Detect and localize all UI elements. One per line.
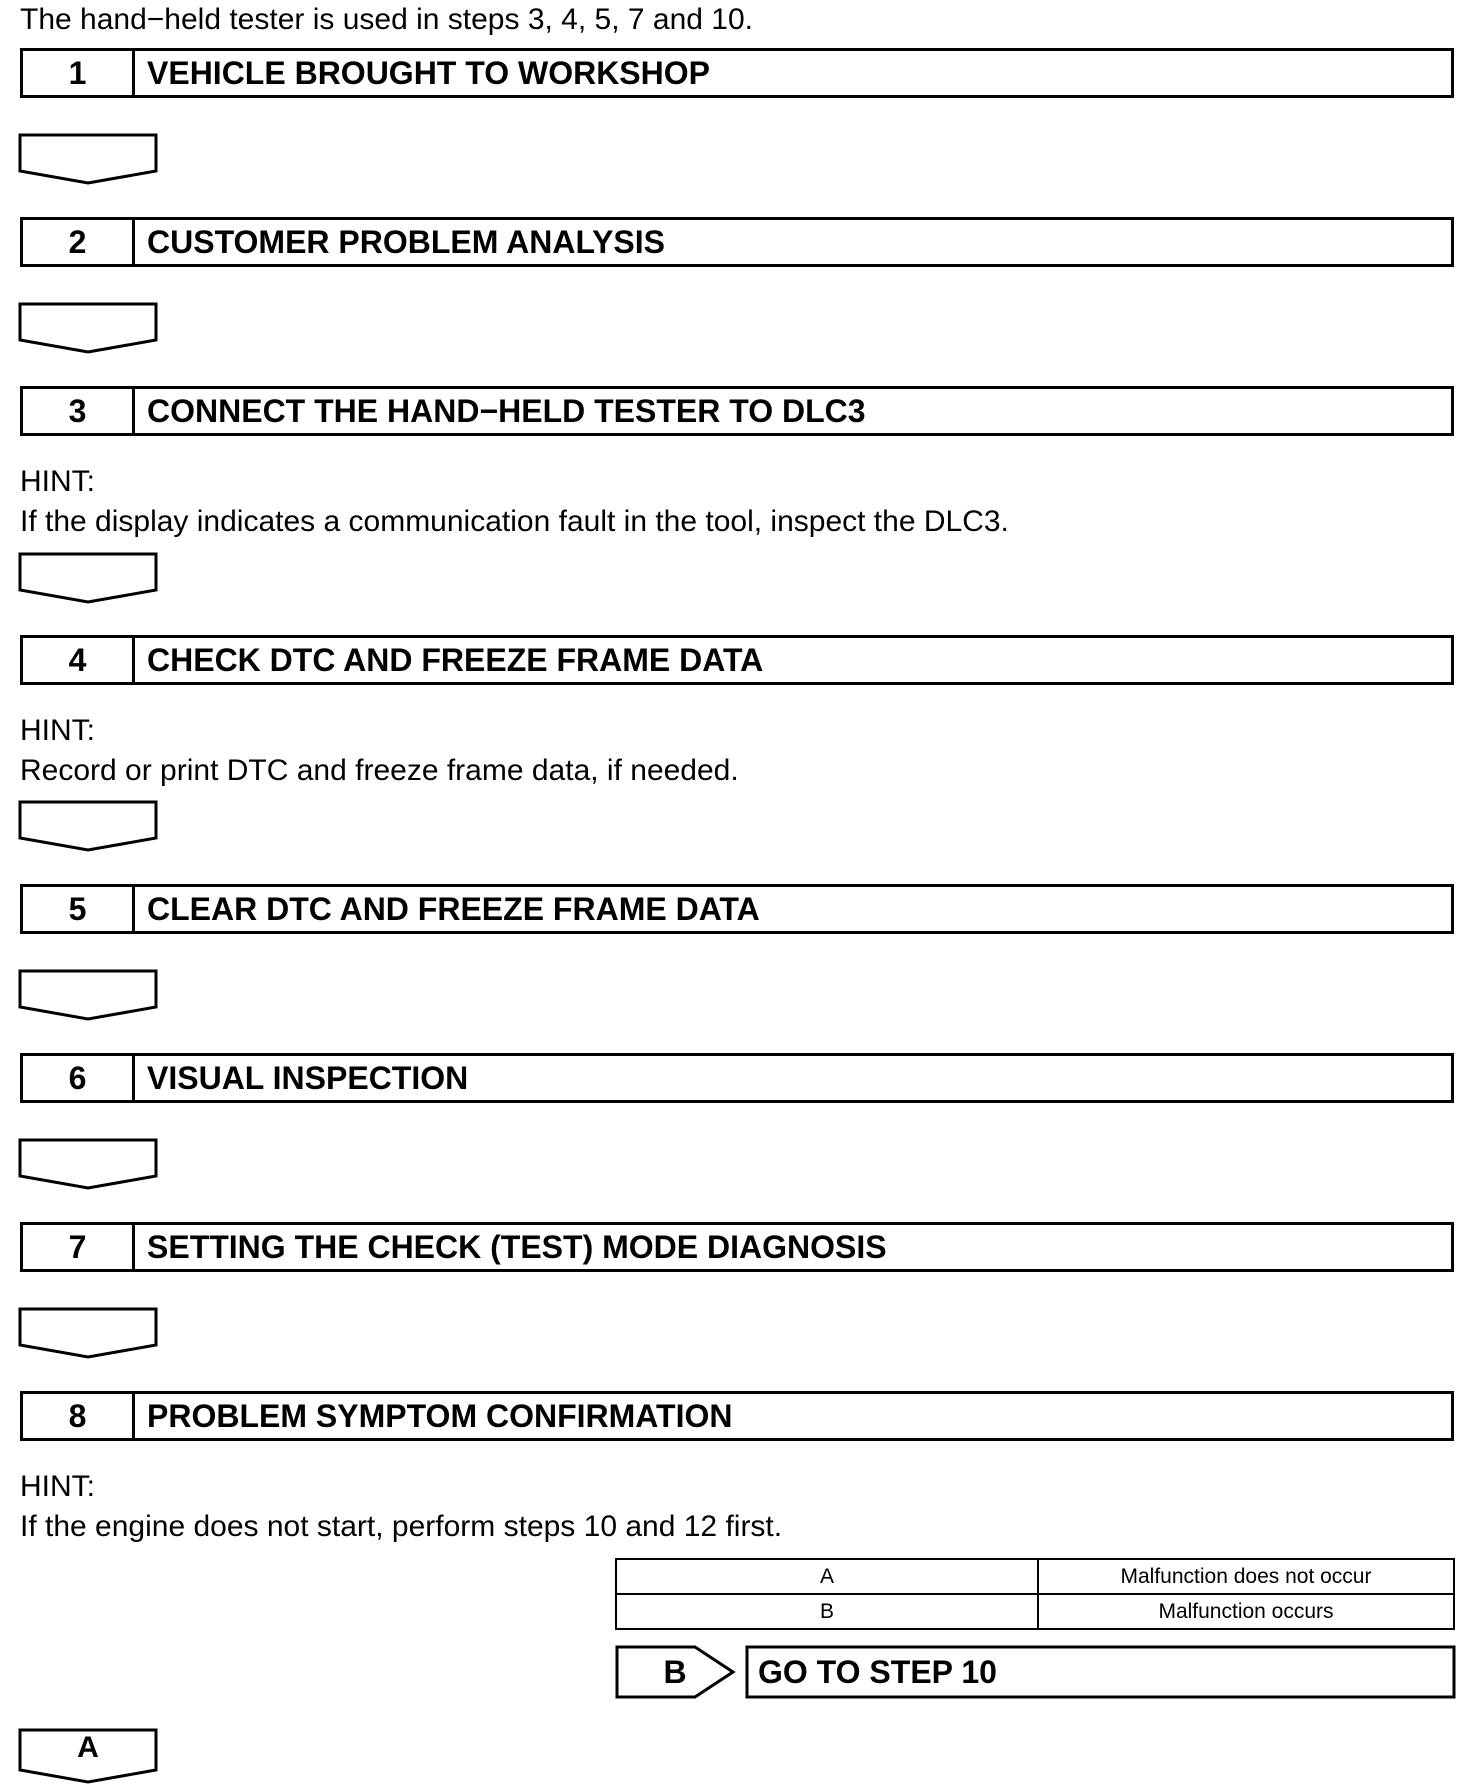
step-title: VISUAL INSPECTION: [147, 1059, 469, 1096]
hint-label: HINT:: [20, 1470, 95, 1503]
step-4-box: [20, 635, 1454, 685]
flow-arrow-icon: [18, 133, 158, 185]
result-table: [615, 1558, 1455, 1630]
result-code: A: [616, 1559, 1038, 1594]
step-number: 1: [23, 51, 135, 95]
result-code: B: [616, 1594, 1038, 1629]
step-number: 2: [23, 220, 135, 264]
step-title: CUSTOMER PROBLEM ANALYSIS: [147, 223, 665, 260]
step-title: PROBLEM SYMPTOM CONFIRMATION: [147, 1397, 733, 1434]
step-number: 3: [23, 389, 135, 433]
hint-label: HINT:: [20, 714, 95, 747]
result-description: Malfunction occurs: [1038, 1594, 1454, 1629]
table-row: [616, 1594, 1454, 1629]
step-title: VEHICLE BROUGHT TO WORKSHOP: [147, 54, 710, 91]
step-6-box: [20, 1053, 1454, 1103]
hint-label: HINT:: [20, 465, 95, 498]
flow-arrow-icon: [18, 800, 158, 852]
step-5-box: [20, 884, 1454, 934]
table-row: [616, 1559, 1454, 1594]
step-title: CLEAR DTC AND FREEZE FRAME DATA: [147, 890, 760, 927]
next-result-letter: A: [77, 1731, 99, 1764]
step-number: 4: [23, 638, 135, 682]
step-title: CHECK DTC AND FREEZE FRAME DATA: [147, 641, 764, 678]
step-title: SETTING THE CHECK (TEST) MODE DIAGNOSIS: [147, 1228, 887, 1265]
flow-arrow-icon: [18, 1138, 158, 1190]
result-description: Malfunction does not occur: [1038, 1559, 1454, 1594]
step-number: 7: [23, 1225, 135, 1269]
flow-arrow-icon: [18, 1307, 158, 1359]
goto-step-label: GO TO STEP 10: [758, 1653, 997, 1690]
step-number: 8: [23, 1394, 135, 1438]
step-3-box: [20, 386, 1454, 436]
goto-result-letter: B: [663, 1653, 687, 1690]
step-8-box: [20, 1391, 1454, 1441]
step-number: 5: [23, 887, 135, 931]
step-2-box: [20, 217, 1454, 267]
hint-text: Record or print DTC and freeze frame data, if needed.: [20, 754, 739, 787]
step-7-box: [20, 1222, 1454, 1272]
step-number: 6: [23, 1056, 135, 1100]
hint-text: If the display indicates a communication fault in the tool, inspect the DLC3.: [20, 505, 1009, 538]
step-title: CONNECT THE HAND−HELD TESTER TO DLC3: [147, 392, 866, 429]
step-1-box: [20, 48, 1454, 98]
flow-arrow-icon: [18, 969, 158, 1021]
goto-arrow-icon: [615, 1645, 1457, 1699]
flow-arrow-icon: [18, 552, 158, 604]
hint-text: If the engine does not start, perform steps 10 and 12 first.: [20, 1510, 783, 1543]
flow-arrow-icon: [18, 302, 158, 354]
intro-text: The hand−held tester is used in steps 3, 4, 5, 7 and 10.: [20, 3, 753, 36]
